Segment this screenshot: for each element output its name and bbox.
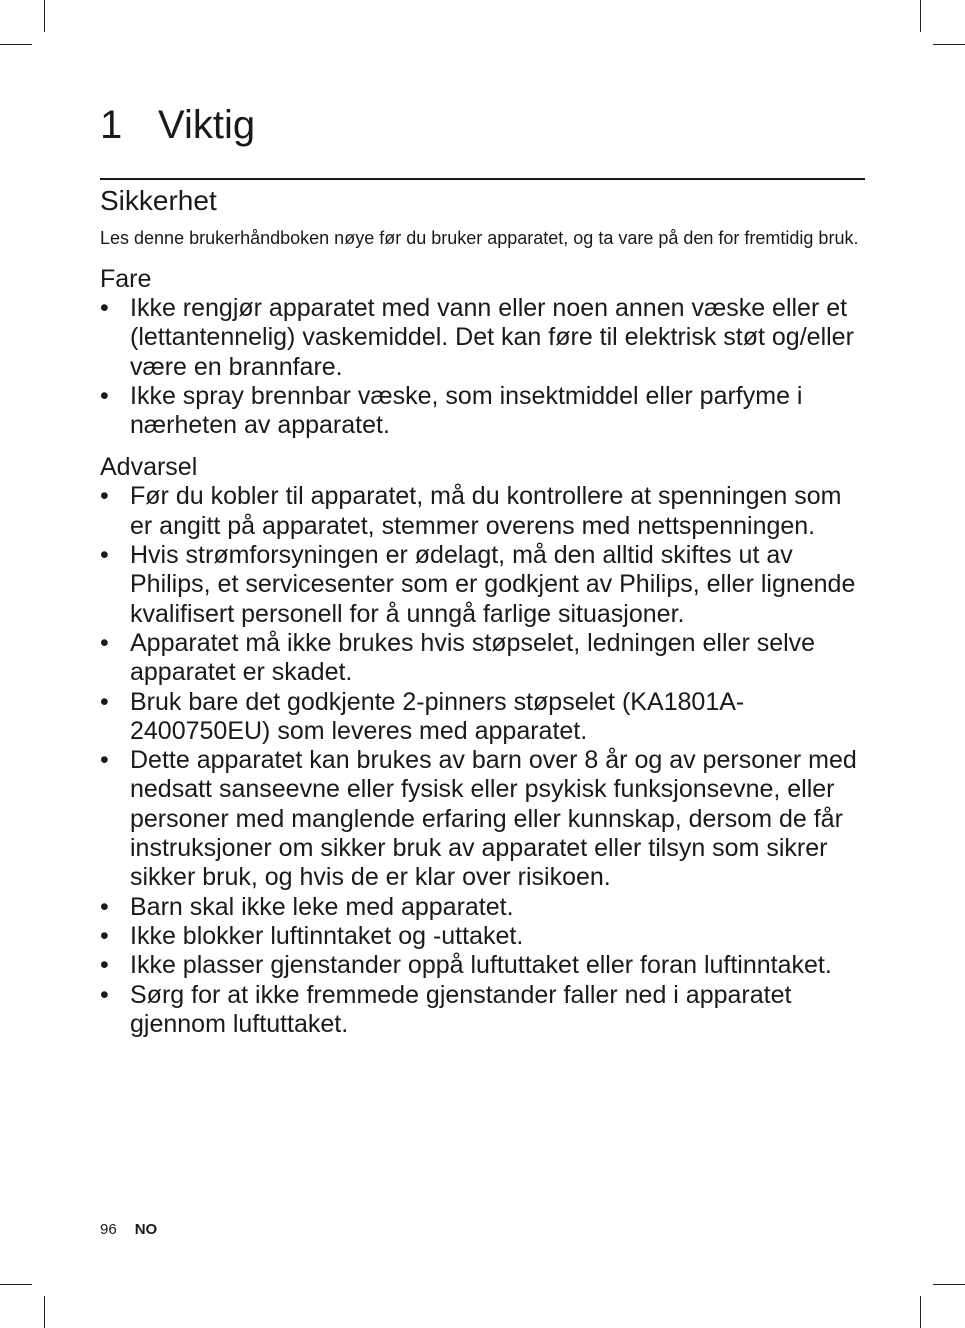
- section-intro: Les denne brukerhåndboken nøye før du bruker apparatet, og ta vare på den for fremtidig bruk.: [100, 228, 859, 248]
- list-item: • Apparatet må ikke brukes hvis støpselet, ledningen eller selve apparatet er skadet.: [100, 628, 816, 687]
- bullet-icon: •: [100, 628, 109, 657]
- list-item: • Sørg for at ikke fremmede gjenstander faller ned i apparatet gjennom luftuttaket.: [100, 980, 792, 1038]
- bullet-icon: •: [100, 921, 109, 950]
- bullet-icon: •: [100, 381, 109, 410]
- bullet-icon: •: [100, 951, 109, 980]
- list-item: • Ikke spray brennbar væske, som insektmiddel eller parfyme i nærheten av apparatet.: [100, 381, 803, 440]
- bullet-icon: •: [100, 541, 109, 570]
- crop-mark: [44, 0, 45, 32]
- list-item: • Barn skal ikke leke med apparatet.: [100, 892, 514, 921]
- language-code: NO: [134, 1221, 158, 1238]
- advarsel-list: [100, 482, 865, 1039]
- list-item: • Ikke rengjør apparatet med vann eller noen annen væske eller et (lettantennelig) vaskemiddel. Det kan føre til elektrisk støt og/eller være en brannfare.: [100, 294, 854, 381]
- list-item: • Ikke plasser gjenstander oppå luftuttaket eller foran luftinntaket.: [100, 951, 832, 980]
- chapter-title: Viktig: [158, 103, 256, 147]
- page-footer: [100, 1220, 157, 1240]
- bullet-icon: •: [100, 294, 109, 322]
- page-number: 96: [100, 1221, 117, 1238]
- list-item: • Ikke blokker luftinntaket og -uttaket.: [100, 921, 524, 950]
- crop-mark: [0, 44, 32, 45]
- bullet-icon: •: [100, 892, 109, 921]
- crop-mark: [920, 1296, 921, 1328]
- bullet-icon: •: [100, 980, 109, 1009]
- fare-heading: Fare: [100, 265, 152, 293]
- bullet-icon: •: [100, 482, 109, 511]
- list-item: • Før du kobler til apparatet, må du kontrollere at spenningen som er angitt på apparatet, stemmer overens med nettspenningen.: [100, 482, 842, 540]
- list-item: • Dette apparatet kan brukes av barn over 8 år og av personer med nedsatt sanseevne eller fysisk eller psykisk funksjonsevne, eller personer med manglende erfaring eller kunnskap, dersom de får instruksjoner om sikker bruk av apparatet eller tilsyn som sikrer sikker bruk, og hvis de er klar over risikoen.: [100, 746, 857, 892]
- list-item: • Hvis strømforsyningen er ødelagt, må den alltid skiftes ut av Philips, et servicesenter som er godkjent av Philips, eller lignende kvalifisert personell for å unngå farlige situasjoner.: [100, 541, 856, 628]
- section-title: Sikkerhet: [100, 185, 217, 216]
- crop-mark: [920, 0, 921, 32]
- bullet-icon: •: [100, 746, 109, 775]
- chapter-heading: [100, 100, 865, 156]
- crop-mark: [44, 1296, 45, 1328]
- fare-list: [100, 294, 865, 440]
- crop-mark: [0, 1284, 32, 1285]
- bullet-icon: •: [100, 687, 109, 716]
- list-item: • Bruk bare det godkjente 2-pinners støpselet (KA1801A-2400750EU) som leveres med apparatet.: [100, 687, 745, 745]
- crop-mark: [933, 44, 965, 45]
- advarsel-heading: Advarsel: [100, 453, 198, 482]
- page-content: [100, 100, 865, 1039]
- crop-mark: [933, 1284, 965, 1285]
- section-divider: [100, 178, 865, 180]
- chapter-number: 1: [100, 103, 123, 147]
